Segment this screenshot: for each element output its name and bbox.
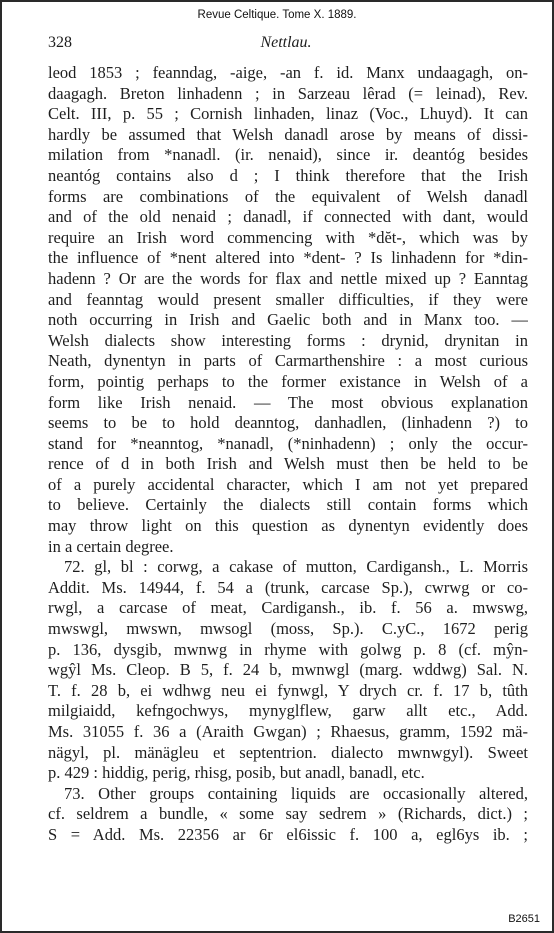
- journal-header: Revue Celtique. Tome X. 1889.: [197, 9, 357, 21]
- body-line: S = Add. Ms. 22356 ar 6r el6issic f. 100 a, egl6ys ib. ;: [48, 824, 528, 844]
- body-line: stand for *neanntog, *nanadl, (*ninhadenn) ; only the occur-: [48, 433, 528, 453]
- body-line: 72. gl, bl : corwg, a cakase of mutton, Cardigansh., L. Morris: [64, 557, 528, 577]
- body-line: milgiaidd, kefngochwys, mynyglflew, garw allt etc., Add.: [48, 701, 528, 721]
- body-line: T. f. 28 b, ei wdhwg neu ei fynwgl, Y drych cr. f. 17 b, tûth: [48, 680, 528, 700]
- running-head: [48, 34, 524, 58]
- body-line: daagagh. Breton linhadenn ; in Sarzeau lêrad (= leinad), Rev.: [48, 83, 528, 103]
- body-line: forms are combinations of the equivalent of Welsh danadl: [48, 186, 528, 206]
- body-line: nägyl, pl. mänägleu et septentrion. dialecto mwnwgyl). Sweet: [48, 742, 528, 762]
- body-line: require an Irish word commencing with *dĕt-, which was by: [48, 227, 528, 247]
- body-line: the influence of *nent altered into *dent- ? Is linhadenn for *din-: [48, 248, 528, 268]
- body-line: of a purely accidental character, which I am not yet prepared: [48, 474, 528, 494]
- body-line: milation from *nanadl. (ir. nenaid), since ir. deantóg besides: [48, 145, 528, 165]
- text-body: [48, 63, 528, 846]
- body-line: p. 136, dysgib, mwnwg in rhyme with golwg p. 8 (cf. mŷn-: [48, 639, 528, 659]
- body-line: noth occurring in Irish and Gaelic both and in Manx too. —: [48, 310, 528, 330]
- body-line: wgŷl Ms. Cleop. B 5, f. 24 b, mwnwgl (marg. wddwg) Sal. N.: [48, 660, 528, 680]
- body-line: to believe. Certainly the dialects still contain forms which: [48, 495, 528, 515]
- body-line: Addit. Ms. 14944, f. 54 a (trunk, carcase Sp.), cwrwg or co-: [48, 577, 528, 597]
- body-line: rence of d in both Irish and Welsh must then be held to be: [48, 454, 528, 474]
- body-line: p. 429 : hiddig, perig, rhisg, posib, but anadl, banadl, etc.: [48, 763, 425, 783]
- body-line: seems to be to hold deanntog, danhadlen, (linhadenn ?) to: [48, 413, 528, 433]
- body-line: cf. seldrem a bundle, « some say sedrem » (Richards, dict.) ;: [48, 804, 528, 824]
- body-line: form like Irish nenaid. — The most obvious explanation: [48, 392, 528, 412]
- body-line: Neath, dynentyn in parts of Carmarthenshire : a most curious: [48, 351, 528, 371]
- body-line: form, pointig perhaps to the former existance in Welsh of a: [48, 371, 528, 391]
- body-line: 73. Other groups containing liquids are occasionally altered,: [64, 783, 528, 803]
- body-line: may throw light on this question as dynentyn evidently does: [48, 516, 528, 536]
- running-title: Nettlau.: [260, 34, 312, 51]
- body-line: mwswgl, mwswn, mwsogl (moss, Sp.). C.yC., 1672 perig: [48, 619, 528, 639]
- body-line: neantóg contains also d ; I think therefore that the Irish: [48, 165, 528, 185]
- body-line: Welsh dialects show interesting forms : drynid, drynitan in: [48, 330, 528, 350]
- body-line: and of the old nenaid ; danadl, if connected with dant, would: [48, 207, 528, 227]
- body-line: rwgl, a carcase of meat, Cardigansh., ib. f. 56 a. mwswg,: [48, 598, 528, 618]
- page-number: 328: [48, 34, 72, 51]
- body-line: and feanntag would present smaller difficulties, if they were: [48, 289, 528, 309]
- body-line: Ms. 31055 f. 36 a (Araith Gwgan) ; Rhaesus, gramm, 1592 mä-: [48, 722, 528, 741]
- body-line: Celt. III, p. 55 ; Cornish linhaden, linaz (Voc., Lhuyd). It can: [48, 104, 528, 124]
- body-line: leod 1853 ; feanndag, -aige, -an f. id. Manx undaagagh, on-: [48, 63, 528, 82]
- body-line: in a certain degree.: [48, 536, 174, 556]
- body-line: hadenn ? Or are the words for flax and nettle mixed up ? Eanntag: [48, 268, 528, 288]
- footer-code: B2651: [508, 913, 540, 925]
- body-line: hardly be assumed that Welsh danadl arose by means of dissi-: [48, 124, 528, 144]
